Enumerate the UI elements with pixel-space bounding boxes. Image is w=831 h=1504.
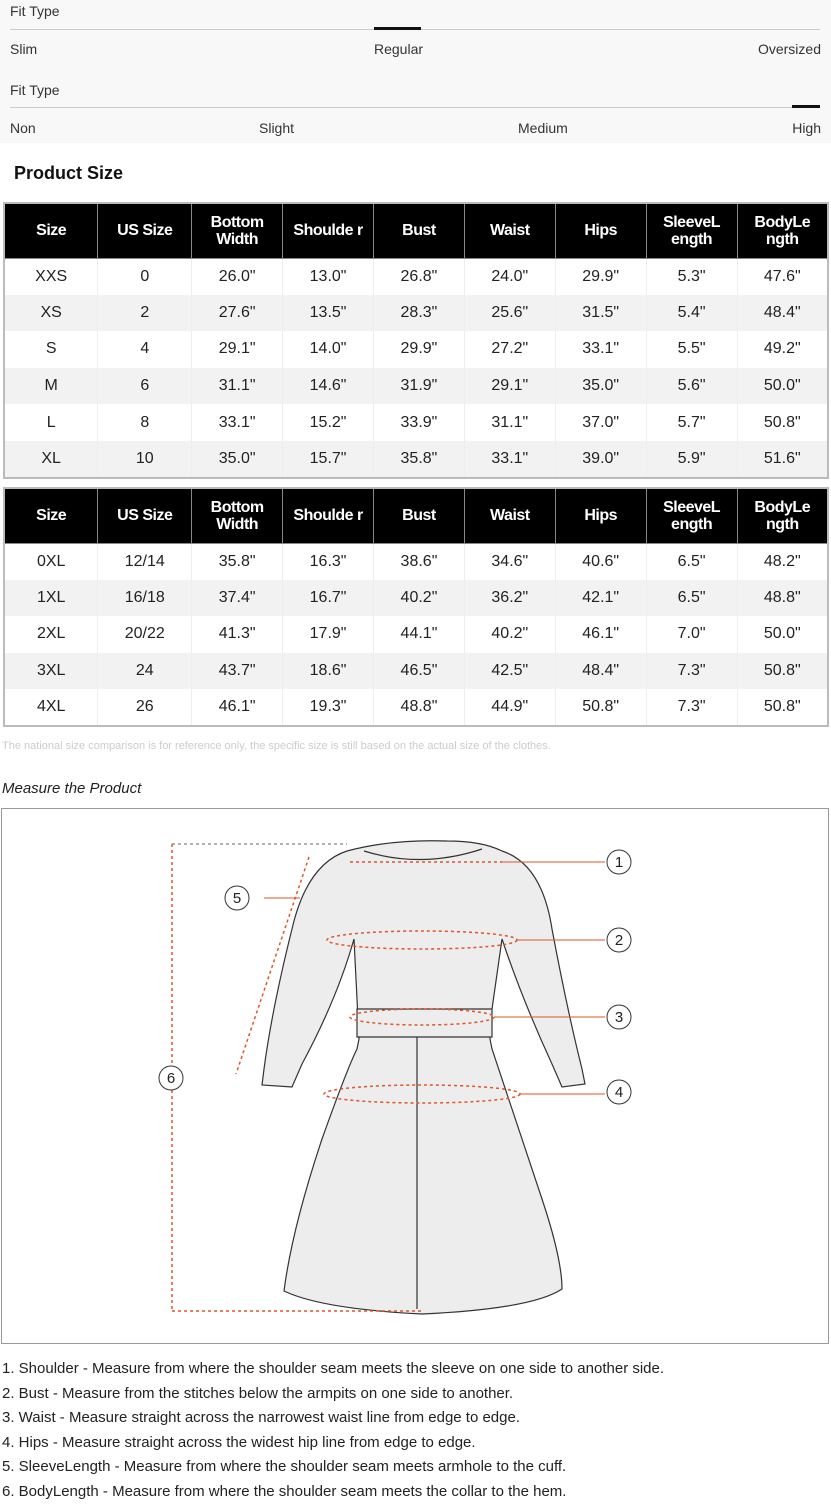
table-cell: 31.5": [555, 295, 646, 332]
table-cell: 48.8": [737, 580, 828, 617]
table-cell: 14.6": [283, 368, 374, 405]
table-cell: 51.6": [737, 441, 828, 478]
table-cell: 25.6": [464, 295, 555, 332]
fit-option: Oversized: [758, 41, 821, 57]
size-table-regular: [3, 202, 829, 479]
table-cell: 48.2": [737, 543, 828, 580]
measure-diagram: [1, 808, 829, 1344]
column-header: Bust: [374, 203, 465, 258]
desc-body-length: 6. BodyLength - Measure from where the shoulder seam meets the collar to the hem.: [2, 1480, 664, 1504]
table-cell: 6: [98, 368, 192, 405]
table-cell: L: [4, 404, 98, 441]
table-cell: 50.0": [737, 616, 828, 653]
table-cell: 14.0": [283, 331, 374, 368]
table-cell: 35.8": [192, 543, 283, 580]
table-cell: 4: [98, 331, 192, 368]
table-cell: 15.2": [283, 404, 374, 441]
column-header: Bust: [374, 488, 465, 543]
table-cell: 20/22: [98, 616, 192, 653]
table-cell: 19.3": [283, 689, 374, 726]
table-row: [4, 616, 828, 653]
column-header: Bottom Width: [192, 488, 283, 543]
table-cell: 7.0": [646, 616, 737, 653]
label-sleeve: 5: [233, 890, 241, 907]
table-cell: 28.3": [374, 295, 465, 332]
table-row: [4, 580, 828, 617]
table-cell: 0: [98, 258, 192, 295]
table-cell: 5.3": [646, 258, 737, 295]
table-row: [4, 368, 828, 405]
table-cell: 0XL: [4, 543, 98, 580]
table-cell: 33.1": [555, 331, 646, 368]
label-body-length: 6: [167, 1070, 175, 1087]
table-row: [4, 543, 828, 580]
table-cell: 5.6": [646, 368, 737, 405]
table-cell: 46.1": [555, 616, 646, 653]
size-note: The national size comparison is for reference only, the specific size is still based on the actual size of the clothes.: [2, 740, 551, 752]
column-header: Bottom Width: [192, 203, 283, 258]
table-cell: 46.5": [374, 653, 465, 690]
column-header: SleeveL ength: [646, 488, 737, 543]
column-header: Waist: [464, 203, 555, 258]
table-cell: 24.0": [464, 258, 555, 295]
table-cell: 50.8": [737, 404, 828, 441]
header-row: [4, 488, 828, 543]
table-cell: 5.4": [646, 295, 737, 332]
table-cell: 46.1": [192, 689, 283, 726]
column-header: Size: [4, 488, 98, 543]
table-cell: 50.8": [555, 689, 646, 726]
table-cell: 13.0": [283, 258, 374, 295]
table-cell: 12/14: [98, 543, 192, 580]
column-header: Size: [4, 203, 98, 258]
table-cell: 1XL: [4, 580, 98, 617]
table-cell: 36.2": [464, 580, 555, 617]
table-row: [4, 653, 828, 690]
fit-type-label: Fit Type: [10, 3, 60, 19]
table-cell: 24: [98, 653, 192, 690]
desc-shoulder: 1. Shoulder - Measure from where the shoulder seam meets the sleeve on one side to another side.: [2, 1357, 664, 1382]
table-cell: 7.3": [646, 689, 737, 726]
stretch-option: High: [792, 120, 821, 136]
table-cell: 26.8": [374, 258, 465, 295]
table-cell: S: [4, 331, 98, 368]
table-cell: 37.0": [555, 404, 646, 441]
table-cell: 48.8": [374, 689, 465, 726]
table-cell: XL: [4, 441, 98, 478]
fit-option: Regular: [374, 41, 423, 57]
size-table-plus: [3, 487, 829, 727]
table-cell: 13.5": [283, 295, 374, 332]
section-title: Product Size: [14, 163, 123, 184]
table-cell: 41.3": [192, 616, 283, 653]
label-hips: 4: [615, 1084, 623, 1101]
table-cell: 26.0": [192, 258, 283, 295]
table-cell: 43.7": [192, 653, 283, 690]
desc-bust: 2. Bust - Measure from the stitches below the armpits on one side to another.: [2, 1382, 664, 1407]
table-cell: M: [4, 368, 98, 405]
table-cell: 7.3": [646, 653, 737, 690]
table-cell: 15.7": [283, 441, 374, 478]
table-cell: 42.1": [555, 580, 646, 617]
column-header: BodyLe ngth: [737, 488, 828, 543]
table-cell: 10: [98, 441, 192, 478]
header-row: [4, 203, 828, 258]
table-cell: 35.8": [374, 441, 465, 478]
table-cell: 27.2": [464, 331, 555, 368]
table-cell: 18.6": [283, 653, 374, 690]
measurement-descriptions: [2, 1357, 664, 1504]
table-cell: 26: [98, 689, 192, 726]
table-cell: 50.8": [737, 689, 828, 726]
column-header: US Size: [98, 488, 192, 543]
desc-waist: 3. Waist - Measure straight across the narrowest waist line from edge to edge.: [2, 1406, 664, 1431]
table-cell: 16.7": [283, 580, 374, 617]
stretch-option: Slight: [259, 120, 294, 136]
column-header: Shoulde r: [283, 203, 374, 258]
table-cell: 31.1": [464, 404, 555, 441]
table-cell: 8: [98, 404, 192, 441]
desc-sleeve: 5. SleeveLength - Measure from where the shoulder seam meets armhole to the cuff.: [2, 1455, 664, 1480]
table-cell: 29.9": [555, 258, 646, 295]
table-row: [4, 441, 828, 478]
table-cell: 33.1": [192, 404, 283, 441]
table-cell: 6.5": [646, 543, 737, 580]
table-cell: 48.4": [737, 295, 828, 332]
table-cell: 33.9": [374, 404, 465, 441]
table-cell: 35.0": [192, 441, 283, 478]
table-cell: 31.1": [192, 368, 283, 405]
table-cell: 42.5": [464, 653, 555, 690]
table-cell: 44.9": [464, 689, 555, 726]
table-cell: 31.9": [374, 368, 465, 405]
table-cell: 5.5": [646, 331, 737, 368]
fit-type-label: Fit Type: [10, 82, 60, 98]
label-shoulder: 1: [615, 854, 623, 871]
column-header: Waist: [464, 488, 555, 543]
column-header: US Size: [98, 203, 192, 258]
table-cell: 38.6": [374, 543, 465, 580]
table-row: [4, 331, 828, 368]
desc-hips: 4. Hips - Measure straight across the widest hip line from edge to edge.: [2, 1431, 664, 1456]
table-cell: 50.8": [737, 653, 828, 690]
table-cell: 5.9": [646, 441, 737, 478]
table-cell: 34.6": [464, 543, 555, 580]
table-cell: 2XL: [4, 616, 98, 653]
table-cell: 40.2": [374, 580, 465, 617]
table-cell: 29.1": [192, 331, 283, 368]
table-cell: 17.9": [283, 616, 374, 653]
stretch-indicator: [792, 105, 820, 108]
column-header: BodyLe ngth: [737, 203, 828, 258]
table-cell: 40.2": [464, 616, 555, 653]
table-cell: 33.1": [464, 441, 555, 478]
table-row: [4, 689, 828, 726]
table-cell: 16/18: [98, 580, 192, 617]
table-cell: 47.6": [737, 258, 828, 295]
table-cell: XS: [4, 295, 98, 332]
table-cell: 37.4": [192, 580, 283, 617]
table-row: [4, 404, 828, 441]
stretch-scale-track: [10, 107, 820, 108]
label-bust: 2: [615, 932, 623, 949]
table-cell: 3XL: [4, 653, 98, 690]
table-cell: 29.9": [374, 331, 465, 368]
table-cell: 39.0": [555, 441, 646, 478]
label-waist: 3: [615, 1009, 623, 1026]
table-cell: 50.0": [737, 368, 828, 405]
table-cell: 6.5": [646, 580, 737, 617]
table-cell: 44.1": [374, 616, 465, 653]
stretch-option: Medium: [518, 120, 568, 136]
table-cell: 5.7": [646, 404, 737, 441]
column-header: SleeveL ength: [646, 203, 737, 258]
dress-illustration: [2, 809, 830, 1345]
table-cell: 49.2": [737, 331, 828, 368]
fit-indicator: [374, 27, 421, 30]
measure-title: Measure the Product: [2, 780, 141, 797]
fit-option: Slim: [10, 41, 37, 57]
table-cell: 40.6": [555, 543, 646, 580]
table-cell: 29.1": [464, 368, 555, 405]
fit-type-panel: [0, 0, 831, 143]
table-cell: XXS: [4, 258, 98, 295]
table-cell: 4XL: [4, 689, 98, 726]
stretch-option: Non: [10, 120, 36, 136]
column-header: Shoulde r: [283, 488, 374, 543]
table-cell: 35.0": [555, 368, 646, 405]
column-header: Hips: [555, 488, 646, 543]
table-cell: 16.3": [283, 543, 374, 580]
table-cell: 48.4": [555, 653, 646, 690]
table-row: [4, 295, 828, 332]
table-cell: 27.6": [192, 295, 283, 332]
table-row: [4, 258, 828, 295]
column-header: Hips: [555, 203, 646, 258]
table-cell: 2: [98, 295, 192, 332]
